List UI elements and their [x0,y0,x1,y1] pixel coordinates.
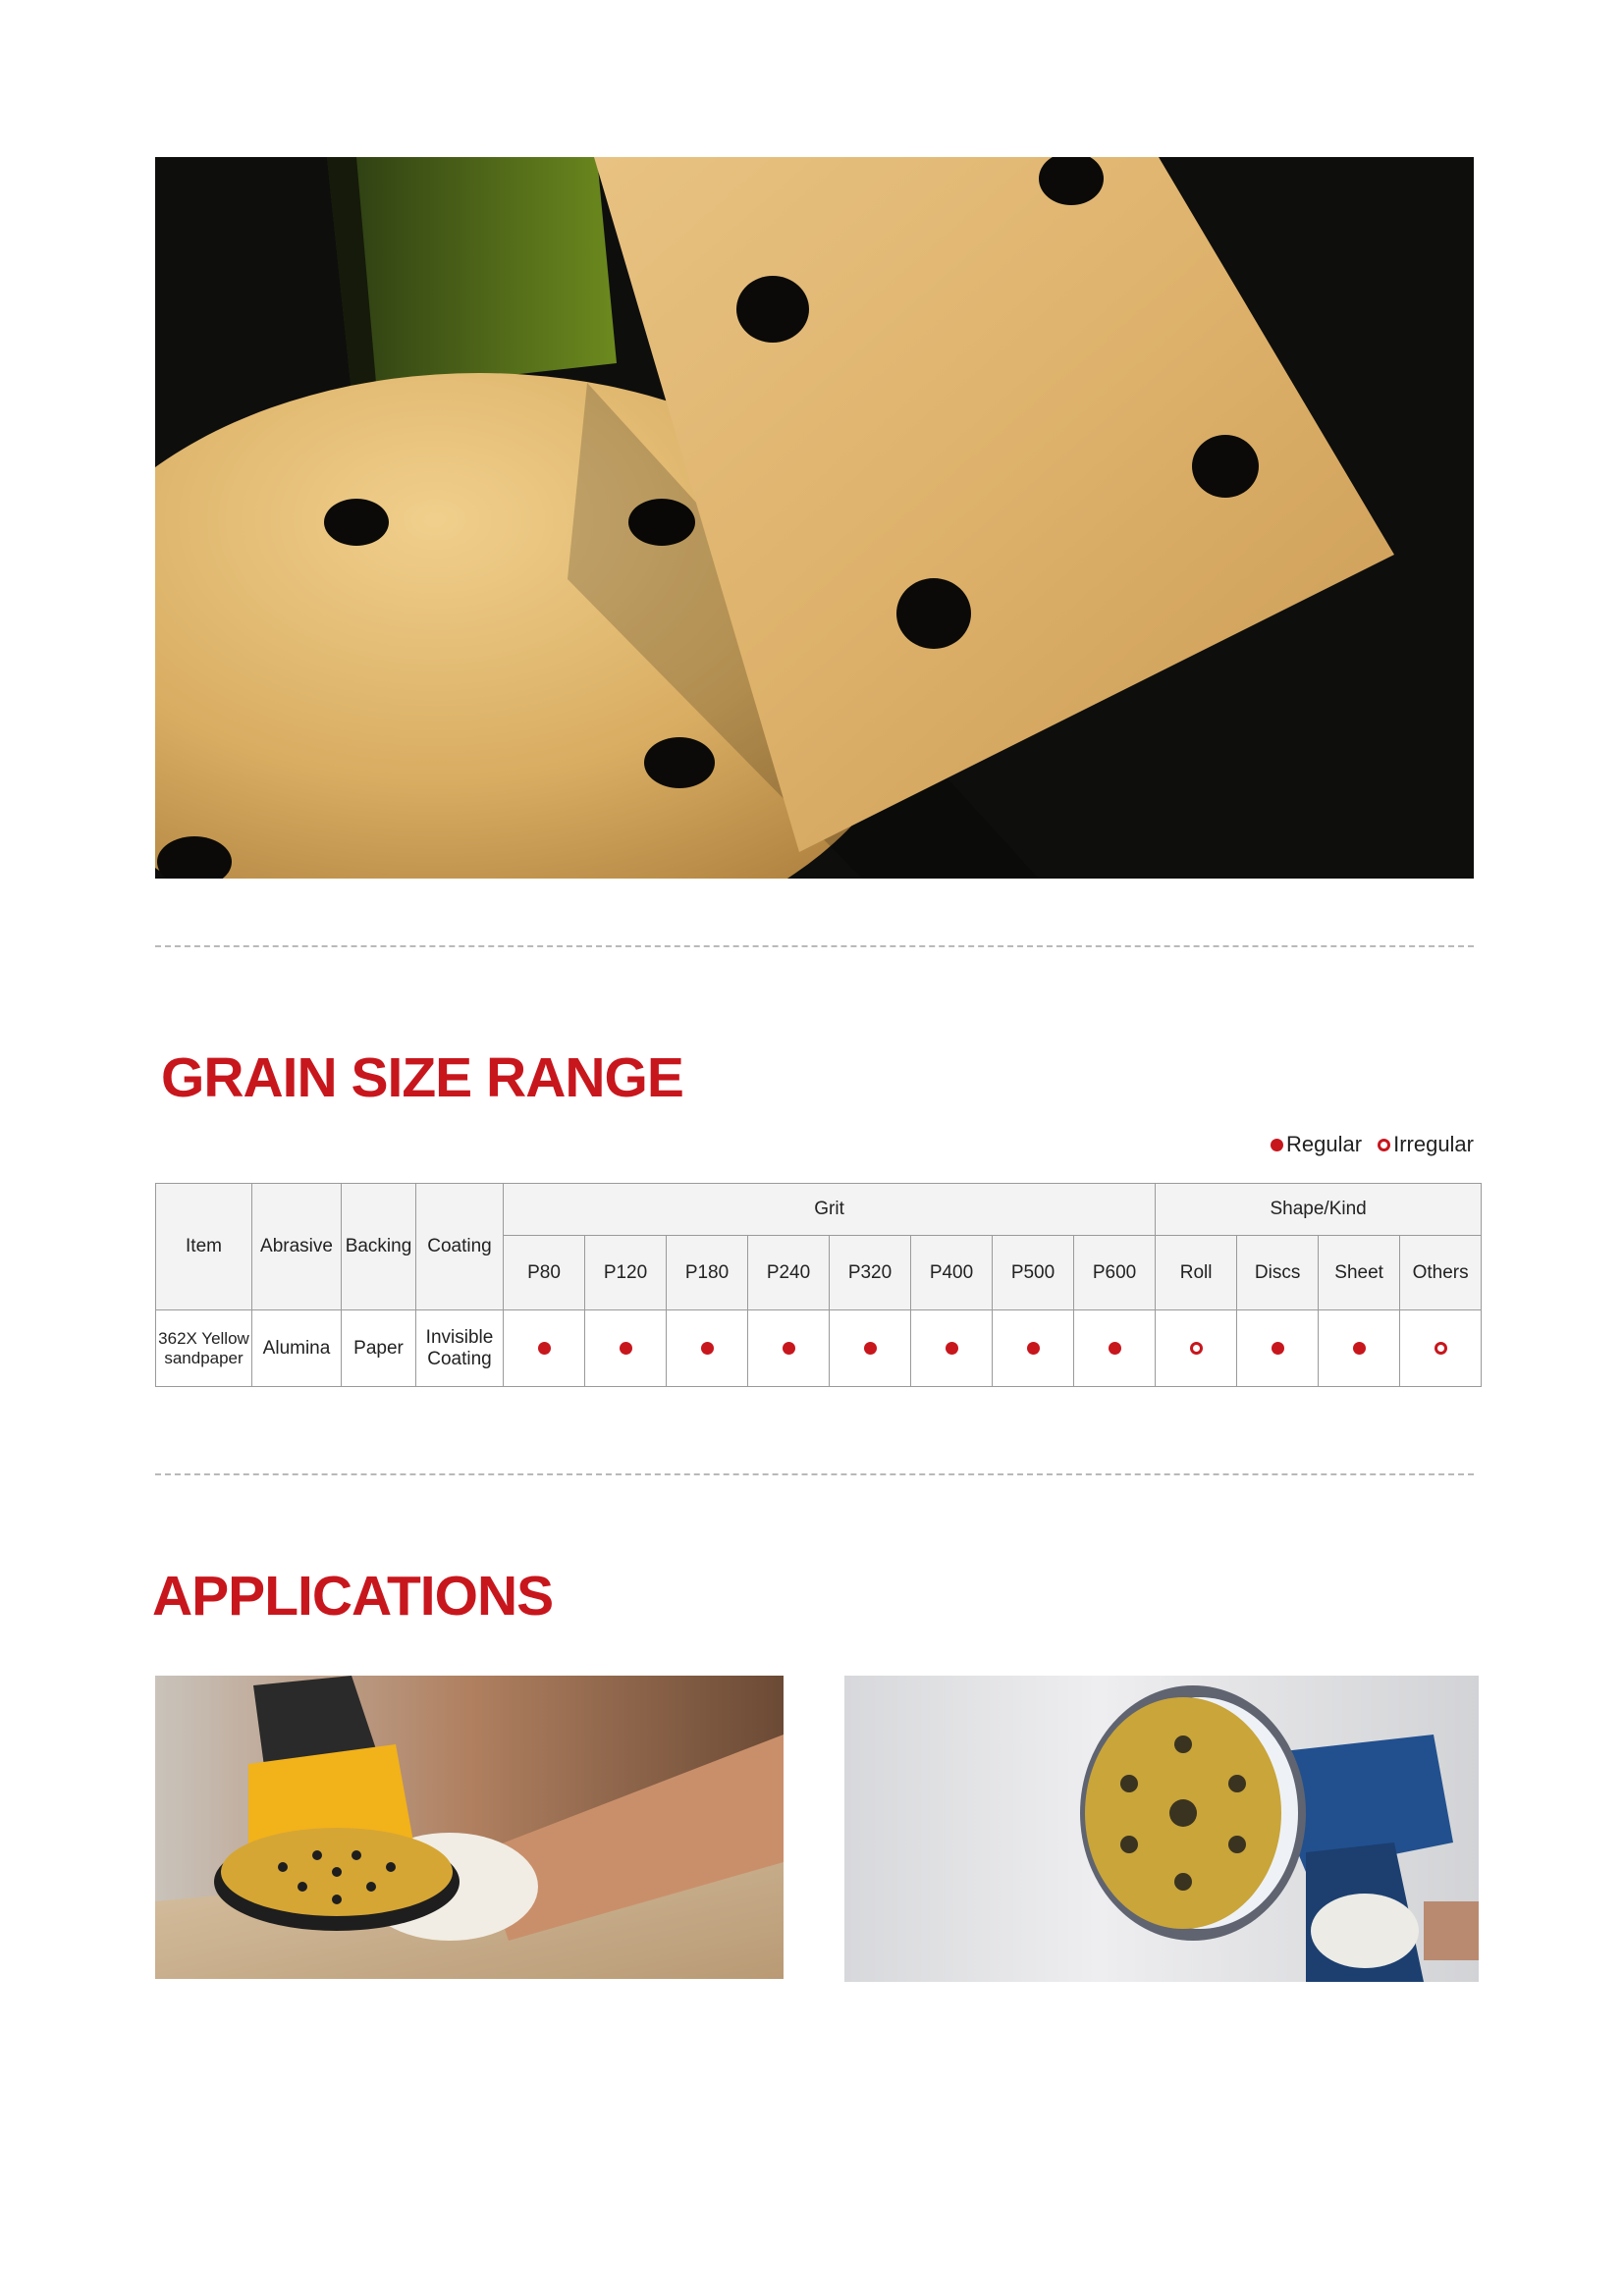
worker-arm [1424,1901,1479,1960]
legend-regular-label: Regular [1286,1132,1363,1156]
coating-line: Invisible [425,1326,494,1348]
sandpaper-illustration [155,157,1474,879]
grit-mark-cell [1074,1310,1156,1387]
regular-dot-icon [864,1342,877,1355]
regular-dot-icon [1109,1342,1121,1355]
legend-irregular-label: Irregular [1393,1132,1474,1156]
irregular-ring-icon [1435,1342,1447,1355]
regular-dot-icon [1272,1342,1284,1355]
regular-dot-icon [1353,1342,1366,1355]
regular-dot-icon [946,1342,958,1355]
header-abrasive: Abrasive [252,1184,342,1310]
table-row [156,1310,1482,1387]
grit-mark-cell [748,1310,830,1387]
grain-size-table [155,1183,1482,1387]
shape-header: Others [1400,1236,1482,1310]
legend [1271,1132,1474,1157]
regular-dot-icon [783,1342,795,1355]
section-divider [155,1473,1474,1475]
applications-title: APPLICATIONS [152,1565,554,1628]
shape-header: Sheet [1319,1236,1400,1310]
shape-mark-cell [1156,1310,1237,1387]
grit-mark-cell [911,1310,993,1387]
application-photo-drywall-sander [844,1676,1479,1982]
grit-header: P320 [830,1236,911,1310]
header-grit: Grit [504,1184,1156,1236]
legend-irregular [1378,1132,1474,1157]
regular-dot-icon [1271,1139,1283,1151]
hero-sandpaper-photo [155,157,1474,879]
shape-mark-cell [1400,1310,1482,1387]
regular-dot-icon [538,1342,551,1355]
grit-header: P180 [667,1236,748,1310]
abrasive-cell: Alumina [252,1310,342,1387]
shape-header: Discs [1237,1236,1319,1310]
grit-mark-cell [504,1310,585,1387]
header-shape-kind: Shape/Kind [1156,1184,1482,1236]
item-line: 362X Yellow [158,1328,249,1348]
legend-regular [1271,1132,1362,1157]
grit-header: P600 [1074,1236,1156,1310]
grit-header: P80 [504,1236,585,1310]
shape-mark-cell [1319,1310,1400,1387]
backing-cell: Paper [342,1310,416,1387]
grit-header: P400 [911,1236,993,1310]
section-divider [155,945,1474,947]
coating-line: Coating [427,1348,492,1369]
item-line: sandpaper [164,1348,244,1367]
application-photo-orbital-sander [155,1676,784,1979]
regular-dot-icon [701,1342,714,1355]
grit-mark-cell [993,1310,1074,1387]
header-item: Item [156,1184,252,1310]
orbital-sander-illustration [155,1676,784,1979]
grit-mark-cell [830,1310,911,1387]
header-coating: Coating [416,1184,504,1310]
regular-dot-icon [1027,1342,1040,1355]
grit-header: P240 [748,1236,830,1310]
grit-mark-cell [585,1310,667,1387]
coating-cell [416,1310,504,1387]
grain-size-title: GRAIN SIZE RANGE [161,1046,683,1109]
shape-mark-cell [1237,1310,1319,1387]
irregular-ring-icon [1378,1139,1390,1151]
grit-header: P120 [585,1236,667,1310]
irregular-ring-icon [1190,1342,1203,1355]
grit-mark-cell [667,1310,748,1387]
item-cell [156,1310,252,1387]
work-glove [1311,1894,1419,1968]
header-backing: Backing [342,1184,416,1310]
regular-dot-icon [620,1342,632,1355]
shape-header: Roll [1156,1236,1237,1310]
drywall-sander-illustration [844,1676,1479,1982]
grit-header: P500 [993,1236,1074,1310]
